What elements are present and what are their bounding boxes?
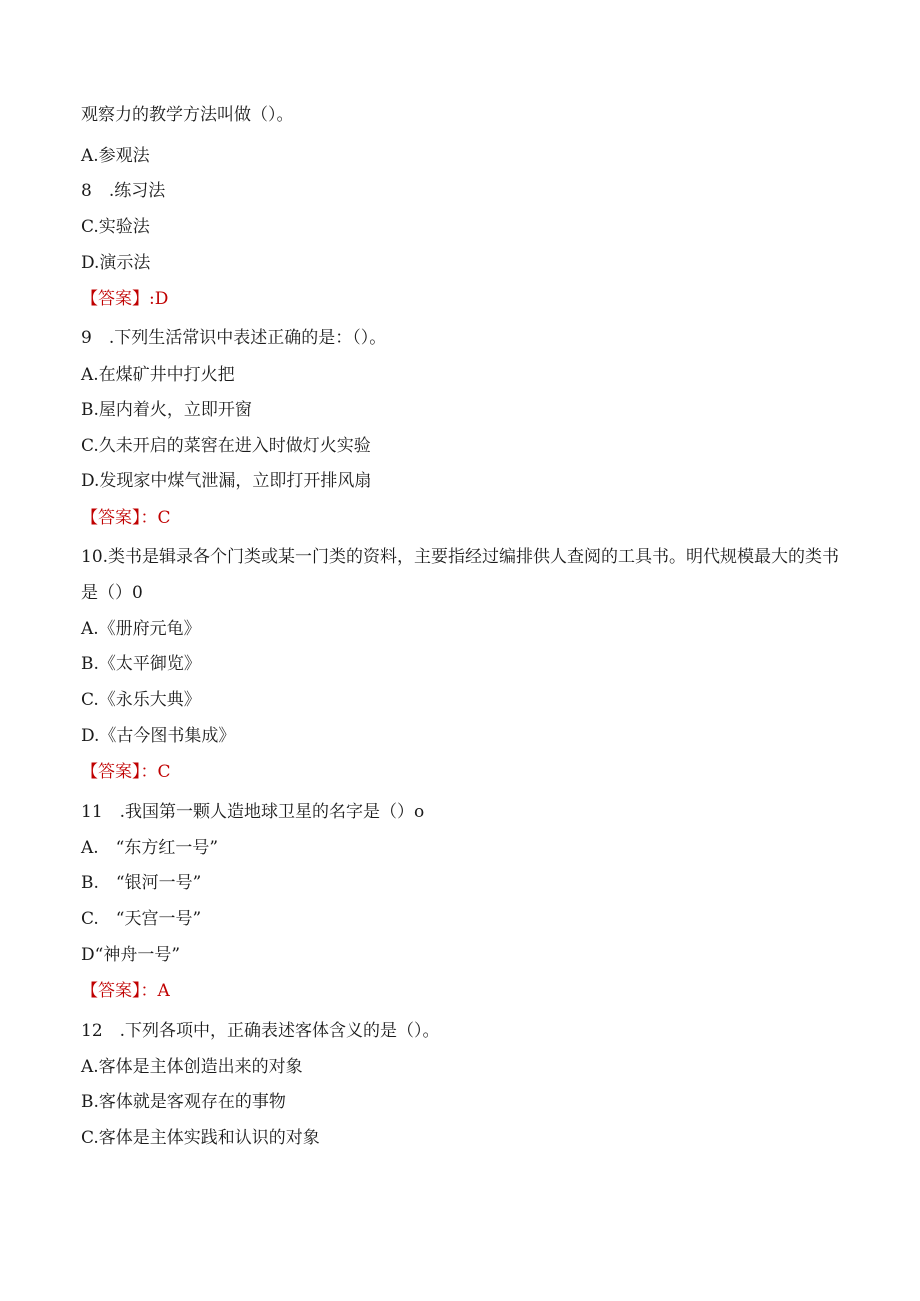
answer-value: ：C — [140, 762, 171, 782]
answer-value: :D — [149, 289, 169, 309]
option-c: C. “天宫一号” — [81, 909, 202, 929]
option-b: B.屋内着火，立即开窗 — [81, 400, 252, 420]
option-c: C.《永乐大典》 — [81, 690, 201, 710]
option-d: D.发现家中煤气泄漏，立即打开排风扇 — [81, 471, 372, 491]
option-a: A. “东方红一号” — [81, 838, 219, 858]
option-a: A.客体是主体创造出来的对象 — [81, 1057, 303, 1077]
option-d: D.演示法 — [81, 253, 151, 273]
option-b: B. “银河一号” — [81, 873, 202, 893]
question-11-stem: 11 .我国第一颗人造地球卫星的名字是（）o — [81, 802, 425, 822]
option-b: 8 .练习法 — [81, 181, 166, 201]
option-a: A.《册府元龟》 — [81, 619, 201, 639]
option-a: A.参观法 — [81, 146, 150, 166]
option-b: B.客体就是客观存在的事物 — [81, 1092, 286, 1112]
answer-line — [81, 507, 171, 529]
answer-line — [81, 980, 170, 1002]
answer-value: ：C — [140, 508, 171, 528]
option-c: C.久未开启的菜窖在进入时做灯火实验 — [81, 436, 371, 456]
question-9-stem: 9 .下列生活常识中表述正确的是：（）。 — [81, 328, 387, 348]
option-a: A.在煤矿井中打火把 — [81, 365, 235, 385]
option-b: B.《太平御览》 — [81, 654, 201, 674]
option-d: D.《古今图书集成》 — [81, 726, 236, 746]
answer-line — [81, 761, 171, 783]
question-12-stem: 12 .下列各项中，正确表述客体含义的是（）。 — [81, 1021, 440, 1041]
answer-value: ：A — [140, 981, 170, 1001]
answer-label: 【答案】 — [81, 508, 141, 528]
question-10-stem: 10.类书是辑录各个门类或某一门类的资料，主要指经过编排供人查阅的工具书。明代规模最大的类书是（）0 — [81, 547, 840, 603]
answer-line — [81, 288, 168, 310]
option-c: C.客体是主体实践和认识的对象 — [81, 1128, 320, 1148]
question-7-stem-tail: 观察力的教学方法叫做（）。 — [81, 105, 294, 125]
answer-label: 【答案】 — [81, 762, 141, 782]
option-d: D“神舟一号” — [81, 945, 181, 965]
answer-label: 【答案】 — [81, 981, 141, 1001]
option-c: C.实验法 — [81, 217, 150, 237]
answer-label: 【答案】 — [81, 289, 149, 309]
